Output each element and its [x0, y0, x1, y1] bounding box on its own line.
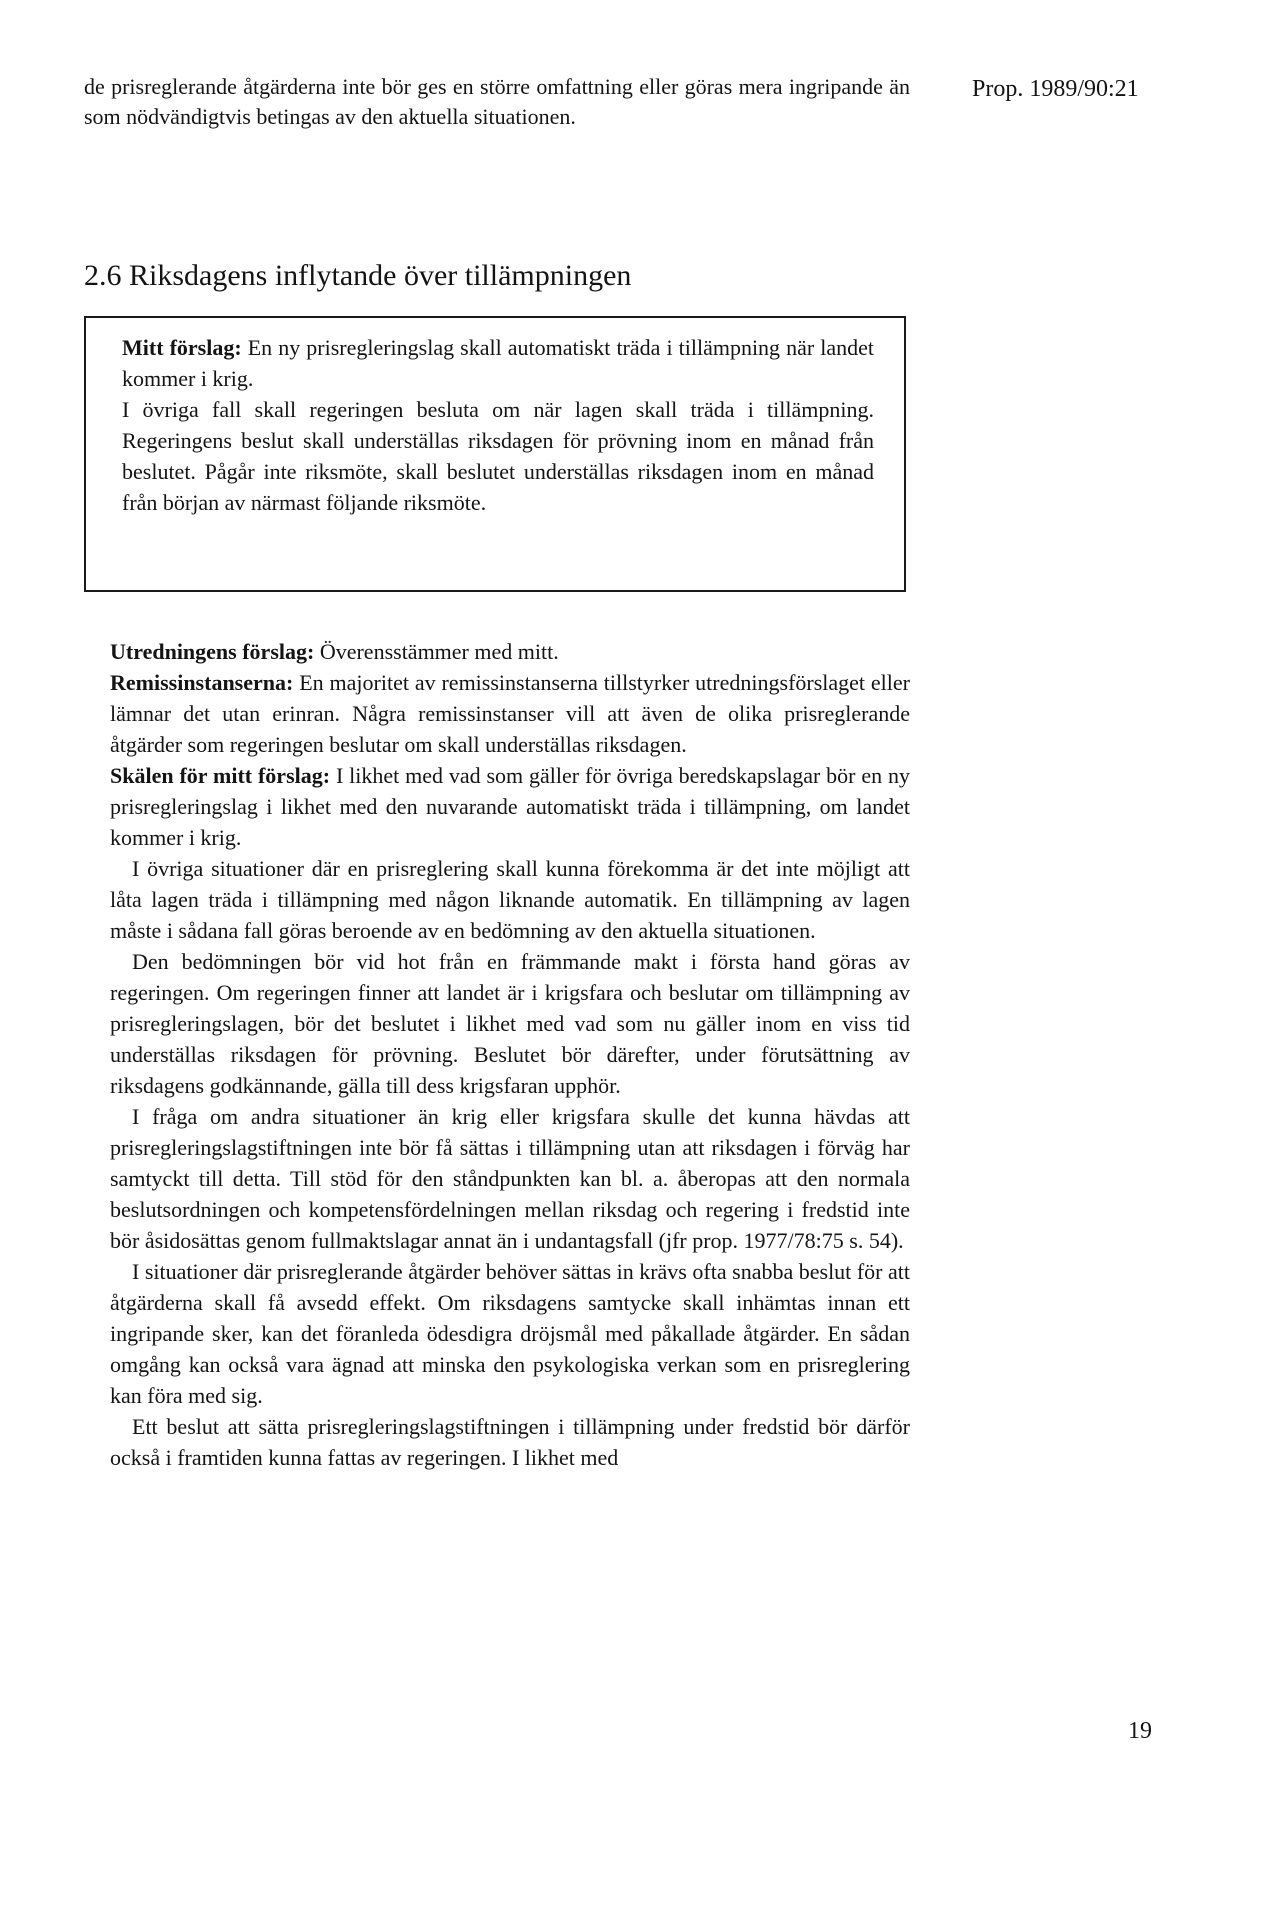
- running-head: Prop. 1989/90:21: [972, 76, 1139, 102]
- proposal-text-1: En ny prisregleringslag skall automatiskt träda i tillämpning när landet kommer i krig.: [122, 335, 874, 391]
- intro-paragraph: de prisreglerande åtgärderna inte bör ges en större omfattning eller göras mera ingripande än som nödvändigtvis betingas av den aktuella situationen.: [84, 74, 910, 129]
- body-paragraph: I övriga situationer där en prisreglering skall kunna förekomma är det inte möjligt att låta lagen träda i tillämpning med någon liknande automatik. En tillämpning av lagen måste i sådana fall göras beroende av en bedömning av den aktuella situationen.: [110, 856, 910, 943]
- remiss-text: En majoritet av remissinstanserna tillstyrker utredningsförslaget eller lämnar det utan erinran. Några remissinstanser vill att även de olika prisreglerande åtgärder som regeringen beslutar om skall underställas riksdagen.: [110, 670, 910, 757]
- body-paragraph: Ett beslut att sätta prisregleringslagstiftningen i tillämpning under fredstid bör därför också i framtiden kunna fattas av regeringen. I likhet med: [110, 1414, 910, 1470]
- body-text: [110, 636, 910, 1473]
- skalen-text: I likhet med vad som gäller för övriga beredskapslagar bör en ny prisregleringslag i likhet med den nuvarande automatiskt träda i tillämpning, om landet kommer i krig.: [110, 763, 910, 850]
- body-paragraph: Den bedömningen bör vid hot från en främmande makt i första hand göras av regeringen. Om regeringen finner att landet är i krigsfara och beslutar om tillämpning av prisregleringslagen, bör det beslutet i likhet med vad som nu gäller inom en viss tid underställas riksdagen för prövning. Beslutet bör därefter, under förutsättning av riksdagens godkännande, gälla till dess krigsfaran upphör.: [110, 949, 910, 1098]
- section-heading: 2.6 Riksdagens inflytande över tillämpningen: [84, 259, 632, 292]
- proposal-paragraph-2: I övriga fall skall regeringen besluta om när lagen skall träda i tillämpning. Regeringens beslut skall underställas riksdagen för prövning inom en månad från beslutet. Pågår inte riksmöte, skall beslutet underställas riksdagen inom en månad från början av närmast följande riksmöte.: [122, 397, 874, 515]
- remiss-lead: Remissinstanserna:: [110, 670, 294, 695]
- page-number: 19: [1128, 1718, 1152, 1744]
- skalen-paragraph: [110, 760, 910, 853]
- utredning-text: Överensstämmer med mitt.: [314, 639, 559, 664]
- proposal-box: [84, 316, 906, 592]
- utredning-lead: Utredningens förslag:: [110, 639, 315, 664]
- body-paragraph: I fråga om andra situationer än krig eller krigsfara skulle det kunna hävdas att prisregleringslagstiftningen inte bör få sättas i tillämpning utan att riksdagen i förväg har samtyckt till detta. Till stöd för den ståndpunkten kan bl. a. åberopas att den normala beslutsordningen och kompetensfördelningen mellan riksdag och regering i fredstid inte bör åsidosättas genom fullmaktslagar annat än i undantagsfall (jfr prop. 1977/78:75 s. 54).: [110, 1104, 910, 1253]
- proposal-lead: Mitt förslag:: [122, 335, 242, 360]
- body-paragraph: I situationer där prisreglerande åtgärder behöver sättas in krävs ofta snabba beslut för att åtgärderna skall få avsedd effekt. Om riksdagens samtycke skall inhämtas innan ett ingripande sker, kan det föranleda ödesdigra dröjsmål med påkallade åtgärder. En sådan omgång kan också vara ägnad att minska den psykologiska verkan som en prisreglering kan föra med sig.: [110, 1259, 910, 1408]
- utredning-paragraph: [110, 636, 910, 667]
- proposal-paragraph-1: [122, 332, 874, 394]
- skalen-lead: Skälen för mitt förslag:: [110, 763, 331, 788]
- remiss-paragraph: [110, 667, 910, 760]
